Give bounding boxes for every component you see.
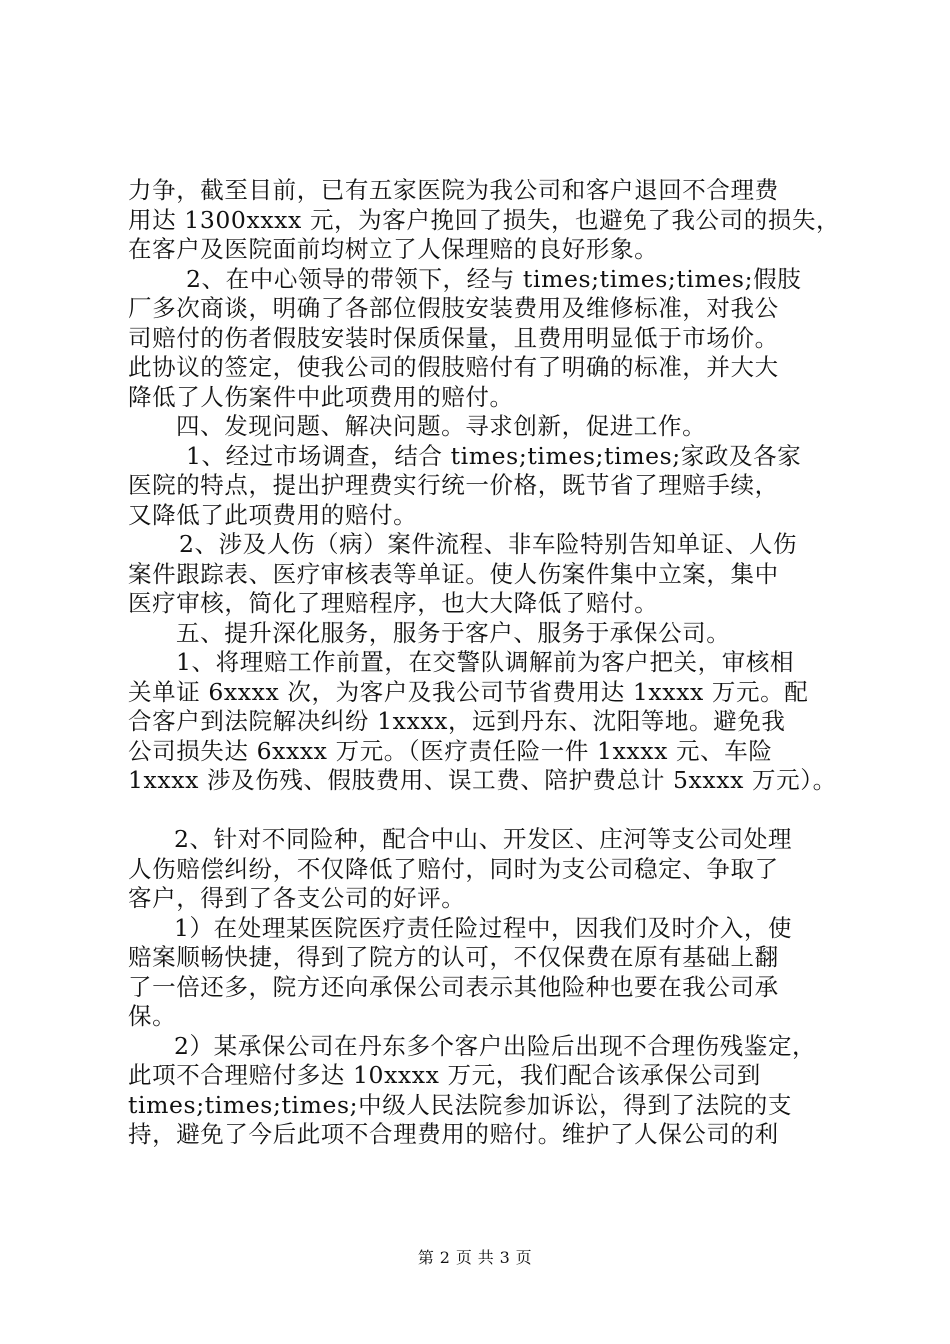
paragraph-start: 2、涉及人伤（病）案件流程、非车险特别告知单证、人伤 bbox=[179, 530, 798, 558]
text-line: 持，避免了今后此项不合理费用的赔付。维护了人保公司的利 bbox=[128, 1120, 779, 1148]
text-line: 合客户到法院解决纠纷 1xxxx，远到丹东、沈阳等地。避免我 bbox=[128, 707, 786, 735]
text-line: 力争，截至目前，已有五家医院为我公司和客户退回不合理费 bbox=[128, 176, 779, 204]
text-line: 1xxxx 涉及伤残、假肢费用、误工费、陪护费总计 5xxxx 万元）。 bbox=[128, 766, 837, 794]
text-line: 关单证 6xxxx 次，为客户及我公司节省费用达 1xxxx 万元。配 bbox=[128, 677, 809, 706]
text-line: 此项不合理赔付多达 10xxxx 万元，我们配合该承保公司到 bbox=[128, 1061, 761, 1089]
text-line: 降低了人伤案件中此项费用的赔付。 bbox=[128, 382, 514, 411]
text-line: times;times;times;中级人民法院参加诉讼，得到了法院的支 bbox=[128, 1090, 792, 1119]
paragraph-start: 2、在中心领导的带领下，经与 times;times;times;假肢 bbox=[186, 264, 802, 293]
section-heading: 四、发现问题、解决问题。寻求创新，促进工作。 bbox=[176, 412, 707, 440]
text-line: 医院的特点，提出护理费实行统一价格，既节省了理赔手续， bbox=[128, 471, 779, 499]
document-body bbox=[128, 176, 840, 1150]
text-line: 厂多次商谈，明确了各部位假肢安装费用及维修标准，对我公 bbox=[128, 294, 779, 322]
text-line: 保。 bbox=[128, 1002, 177, 1030]
text-line: 又降低了此项费用的赔付。 bbox=[128, 500, 418, 529]
text-line: 人伤赔偿纠纷，不仅降低了赔付，同时为支公司稳定、争取了 bbox=[128, 854, 779, 883]
paragraph-start: 1、将理赔工作前置，在交警队调解前为客户把关，审核相 bbox=[176, 648, 795, 676]
paragraph-start: 2、针对不同险种，配合中山、开发区、庄河等支公司处理 bbox=[174, 825, 793, 853]
text-line: 在客户及医院面前均树立了人保理赔的良好形象。 bbox=[128, 235, 659, 263]
paragraph-start: 1）在处理某医院医疗责任险过程中，因我们及时介入，使 bbox=[174, 913, 793, 942]
text-line: 此协议的签定，使我公司的假肢赔付有了明确的标准，并大大 bbox=[128, 353, 779, 381]
blank-line bbox=[128, 796, 840, 826]
paragraph-start: 1、经过市场调查，结合 times;times;times;家政及各家 bbox=[186, 441, 802, 470]
text-line: 了一倍还多，院方还向承保公司表示其他险种也要在我公司承 bbox=[128, 972, 779, 1001]
text-line: 赔案顺畅快捷，得到了院方的认可，不仅保费在原有基础上翻 bbox=[128, 943, 779, 971]
paragraph-start: 2）某承保公司在丹东多个客户出险后出现不合理伤残鉴定， bbox=[174, 1031, 817, 1060]
section-heading: 五、提升深化服务，服务于客户、服务于承保公司。 bbox=[176, 618, 731, 647]
text-line: 用达 1300xxxx 元，为客户挽回了损失，也避免了我公司的损失， bbox=[128, 205, 841, 234]
text-line: 医疗审核，简化了理赔程序，也大大降低了赔付。 bbox=[128, 589, 659, 617]
text-line: 客户，得到了各支公司的好评。 bbox=[128, 884, 466, 912]
page-number: 第 2 页 共 3 页 bbox=[417, 1248, 533, 1267]
text-line: 案件跟踪表、医疗审核表等单证。使人伤案件集中立案，集中 bbox=[128, 559, 779, 588]
text-line: 司赔付的伤者假肢安装时保质保量，且费用明显低于市场价。 bbox=[128, 323, 779, 352]
text-line: 公司损失达 6xxxx 万元。（医疗责任险一件 1xxxx 元、车险 bbox=[128, 736, 773, 765]
